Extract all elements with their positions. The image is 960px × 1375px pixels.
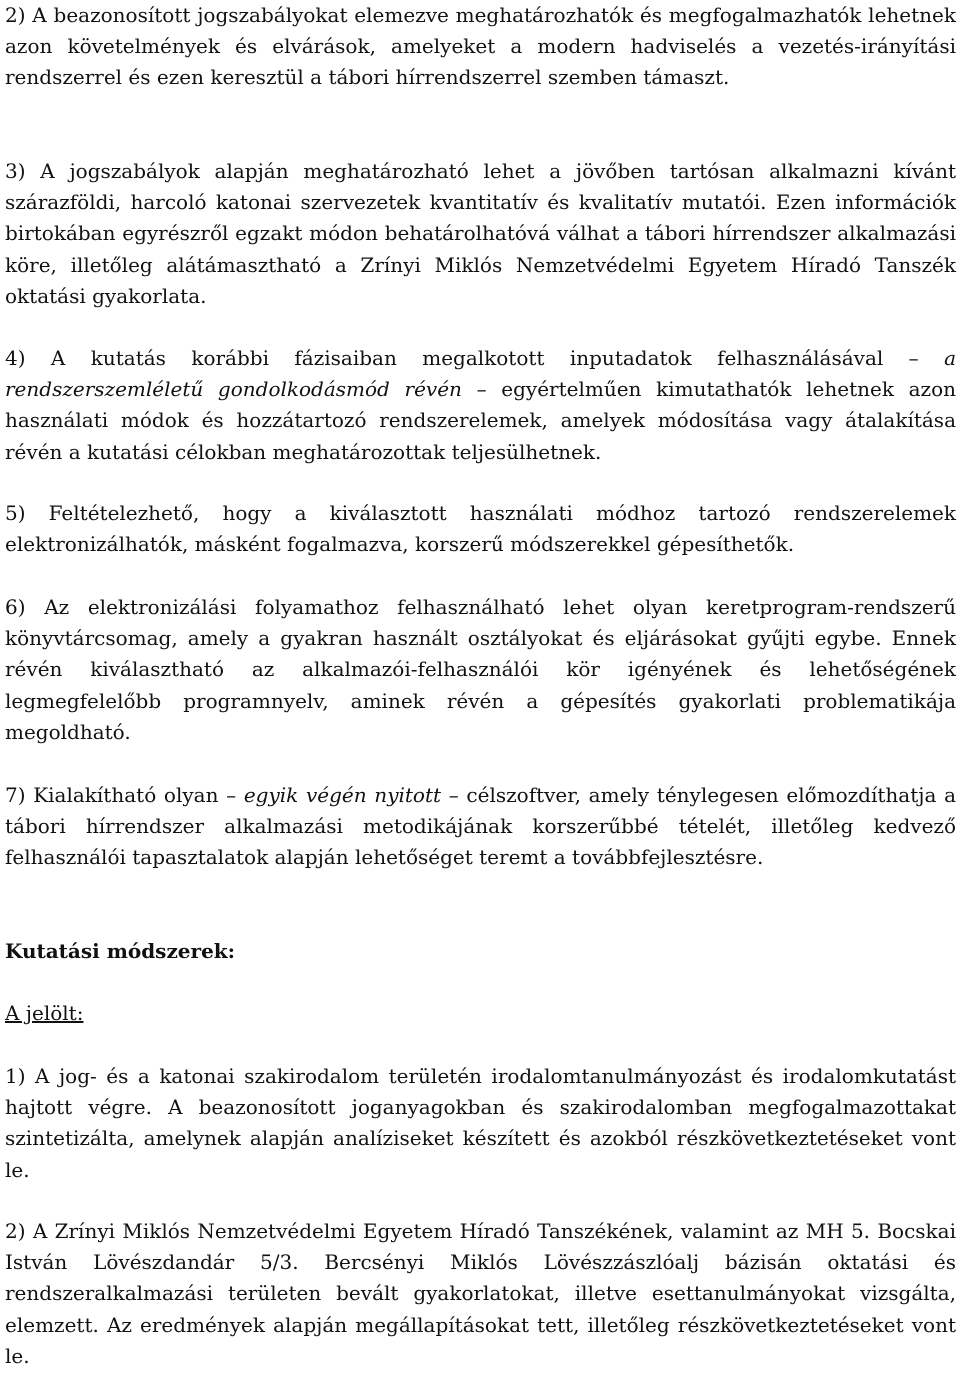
paragraph-7-text-end: – célszoftver, amely ténylegesen előmozdíthatja a tábori hírrendszer alkalmazási metodikájának korszerűbbé tételét, illetőleg kedvező felhasználói tapasztalatok alapján lehetőséget teremt a továbbfejlesztésre. [5, 783, 956, 870]
paragraph-3: 3) A jogszabályok alapján meghatározható lehet a jövőben tartósan alkalmazni kívánt szárazföldi, harcoló katonai szervezetek kvantitatív és kvalitatív mutatói. Ezen információk birtokában egyrészről egzakt módon behatárolhatóvá válhat a tábori hírrendszer alkalmazási köre, illetőleg alátámasztható a Zrínyi Miklós Nemzetvédelmi Egyetem Híradó Tanszék oktatási gyakorlata. [5, 159, 956, 308]
paragraph-4 [5, 343, 956, 468]
paragraph-7 [5, 780, 956, 874]
paragraph-5: 5) Feltételezhető, hogy a kiválasztott használati módhoz tartozó rendszerelemek elektronizálhatók, másként fogalmazva, korszerű módszerekkel gépesíthetők. [5, 501, 956, 557]
paragraph-6: 6) Az elektronizálási folyamathoz felhasználható lehet olyan keretprogram-rendszerű könyvtárcsomag, amely a gyakran használt osztályokat és eljárásokat gyűjti egybe. Ennek révén kiválasztható az alkalmazói-felhasználói kör igényének és lehetőségének legmegfelelőbb programnyelv, aminek révén a gépesítés gyakorlati problematikája megoldható. [5, 595, 956, 744]
paragraph-7-text-start: 7) Kialakítható olyan – [5, 783, 244, 807]
method-paragraph-2: 2) A Zrínyi Miklós Nemzetvédelmi Egyetem Híradó Tanszékének, valamint az MH 5. Bocskai István Lövészdandár 5/3. Bercsényi Miklós Lövészzászlóalj bázisán oktatási és rendszeralkalmazási területen bevált gyakorlatokat, illetve esettanulmányokat vizsgálta, elemzett. Az eredmények alapján megállapításokat tett, illetőleg részkövetkeztetéseket vont le. [5, 1219, 956, 1368]
paragraph-7-italic: egyik végén nyitott [243, 783, 442, 807]
method-paragraph-1: 1) A jog- és a katonai szakirodalom területén irodalomtanulmányozást és irodalomkutatást hajtott végre. A beazonosított joganyagokban és szakirodalomban megfogalmazottakat szintetizálta, amelynek alapján analíziseket készített és azokból részkövetkeztetéseket vont le. [5, 1064, 956, 1182]
paragraph-2: 2) A beazonosított jogszabályokat elemezve meghatározhatók és megfogalmazhatók lehetnek azon követelmények és elvárások, amelyeket a modern hadviselés a vezetés-irányítási rendszerrel és ezen keresztül a tábori hírrendszerrel szemben támaszt. [5, 3, 956, 90]
heading-candidate: A jelölt: [5, 1001, 84, 1025]
paragraph-4-text-start: 4) A kutatás korábbi fázisaiban megalkotott inputadatok felhasználásával – [5, 346, 945, 370]
heading-research-methods: Kutatási módszerek: [5, 939, 236, 963]
paragraph-4-italic: a rendszerszemléletű gondolkodásmód révén [5, 346, 956, 402]
paragraph-4-text-end: – egyértelműen kimutathatók lehetnek azon használati módok és hozzátartozó rendszerelemek, amelyek módosítása vagy átalakítása révén a kutatási célokban meghatározottak teljesülhetnek. [5, 377, 956, 464]
